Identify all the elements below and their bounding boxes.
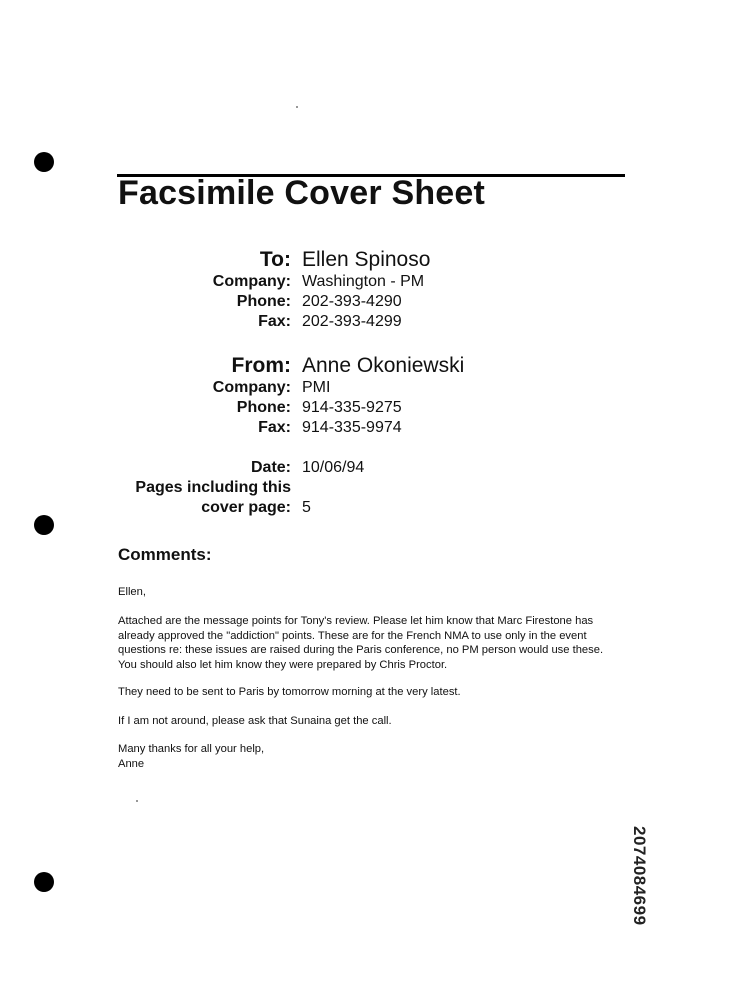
from-company: PMI	[302, 379, 331, 396]
signature: Anne	[118, 757, 145, 770]
from-fax-label: Fax:	[258, 419, 291, 436]
date-row	[0, 459, 754, 481]
paragraph-1	[118, 614, 638, 672]
paragraph-1-line: Attached are the message points for Tony's review. Please let him know that Marc Firestone has	[118, 615, 594, 627]
to-fax-row	[0, 313, 754, 335]
paragraph-3-line: If I am not around, please ask that Sunaina get the call.	[118, 715, 392, 727]
page-title: Facsimile Cover Sheet	[118, 174, 486, 212]
pages-row-2	[0, 499, 754, 521]
date-value: 10/06/94	[302, 459, 365, 476]
from-company-label: Company:	[212, 379, 291, 396]
punch-hole-bottom	[34, 872, 54, 892]
to-row	[0, 248, 754, 270]
from-phone-row	[0, 399, 754, 421]
closing-line: Many thanks for all your help,	[118, 743, 265, 755]
paragraph-3	[118, 714, 638, 729]
to-label: To:	[259, 248, 291, 271]
to-company-row	[0, 273, 754, 295]
paragraph-1-line: You should also let him know they were prepared by Chris Proctor.	[118, 658, 448, 671]
from-row	[0, 354, 754, 376]
to-phone-row	[0, 293, 754, 315]
greeting	[118, 585, 638, 600]
paragraph-2-line: They need to be sent to Paris by tomorrow morning at the very latest.	[118, 686, 461, 698]
pages-row-1	[0, 479, 754, 501]
pages-value: 5	[302, 499, 311, 516]
date-label: Date:	[250, 459, 291, 476]
to-company: Washington - PM	[302, 273, 425, 290]
document-number: 2074084699	[630, 826, 649, 926]
to-company-label: Company:	[212, 273, 291, 290]
to-phone: 202-393-4290	[302, 293, 402, 310]
from-label: From:	[231, 354, 291, 377]
to-phone-label: Phone:	[236, 293, 291, 310]
to-name: Ellen Spinoso	[302, 248, 431, 271]
comments-heading: Comments:	[118, 545, 212, 564]
pages-label-line2: cover page:	[201, 499, 291, 516]
paragraph-1-line: already approved the "addiction" points. These are for the French NMA to use only in the event	[118, 629, 587, 642]
pages-label-line1: Pages including this	[135, 479, 291, 496]
scan-speck	[296, 106, 298, 108]
from-fax: 914-335-9974	[302, 419, 402, 436]
paragraph-1-line: questions re: these issues are raised during the Paris conference, no PM person would use these.	[118, 644, 604, 656]
from-phone-label: Phone:	[236, 399, 291, 416]
from-phone: 914-335-9275	[302, 399, 402, 416]
from-name: Anne Okoniewski	[302, 354, 465, 377]
closing	[118, 742, 638, 771]
to-fax-label: Fax:	[258, 313, 291, 330]
greeting-line: Ellen,	[118, 586, 146, 598]
from-company-row	[0, 379, 754, 401]
to-fax: 202-393-4299	[302, 313, 402, 330]
paragraph-2	[118, 685, 638, 700]
from-fax-row	[0, 419, 754, 441]
punch-hole-top	[34, 152, 54, 172]
scan-speck	[136, 800, 138, 802]
